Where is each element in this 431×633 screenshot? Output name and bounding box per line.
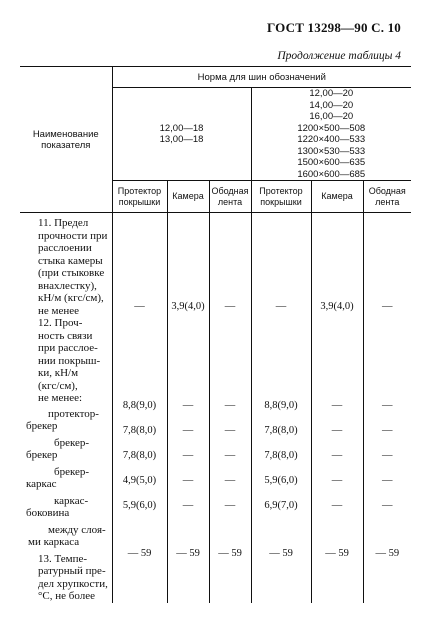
col-header-tread-1: Протектор покрышки [112,181,167,213]
label-line: каркас- [54,494,89,507]
label-line: °С, не более [38,590,95,602]
group1-size-line: 13,00—18 [159,134,204,145]
value-column-tube-2 [311,213,363,603]
value-cell: — [182,500,194,511]
label-line: боковина [26,507,70,519]
name-column-header [20,67,112,213]
group2-size-line: 1600×600—685 [297,168,366,180]
group1-sizes [112,88,251,181]
value-cell: — [382,301,393,312]
value-cell: 5,9(6,0) [264,475,298,486]
value-cell: — 59 [269,548,293,559]
label-line: 11. Предел [38,217,89,229]
label-line: не менее: [38,392,83,404]
row-label-11 [20,213,112,317]
value-cell: — [382,475,393,486]
value-column-tread-2 [251,213,311,603]
value-cell: 3,9(4,0) [320,301,354,312]
page-header-title: ГОСТ 13298—90 С. 10 [267,20,401,35]
value-cell: 7,8(8,0) [122,450,157,461]
value-cell: 5,9(6,0) [122,500,157,511]
group2-size-line: 1220×400—533 [297,134,366,145]
value-cell: — 59 [176,548,200,559]
value-cell: 4,9(5,0) [122,475,157,486]
label-line: (при стыковке [38,267,105,279]
group2-sizes [251,88,411,181]
value-cell: 6,9(7,0) [264,500,298,511]
value-cell: 8,8(9,0) [264,400,298,411]
value-cell: — [224,425,236,436]
value-cell: — [382,425,393,436]
row-label-12c [20,462,112,491]
value-cell: — [182,425,194,436]
value-cell: — 59 [325,548,349,559]
value-cell: — 59 [218,548,242,559]
group1-size-line: 12,00—18 [159,122,204,134]
group2-size-line: 12,00—20 [309,88,354,99]
row-label-12 [20,317,112,405]
value-column-flap-2 [363,213,411,603]
value-cell: — [331,425,343,436]
label-line: ми каркаса [28,536,80,548]
label-line: ность связи [38,329,93,342]
value-cell: — [182,475,194,486]
value-column-flap-1 [209,213,251,603]
value-cell: — [331,500,343,511]
label-line: нии покрыш- [38,354,101,367]
value-cell: — [382,450,393,461]
value-cell: — [331,450,343,461]
col-header-tube-1: Камера [167,181,209,213]
label-line: протектор- [48,407,99,420]
label-line: дел хрупкости, [38,577,108,590]
value-cell: — 59 [127,548,152,559]
value-cell: — [331,400,343,411]
value-cell: — [134,301,145,312]
group2-size-line: 1500×600—635 [297,157,366,168]
label-line: кН/м (кгс/см), [38,292,104,304]
value-column-tube-1 [167,213,209,603]
row-label-12a [20,405,112,433]
value-cell: 7,8(8,0) [122,425,157,436]
value-cell: 7,8(8,0) [264,425,298,436]
col-header-flap-2: Ободная лента [363,181,411,213]
value-cell: — 59 [375,548,400,559]
col-header-flap-1: Ободная лента [209,181,251,213]
value-cell: — [275,301,287,312]
group2-size-line: 1200×500—508 [297,122,366,134]
label-line: не менее [38,304,80,317]
row-label-13 [20,549,112,603]
value-cell: — [224,450,236,461]
value-cell: — [382,400,393,411]
label-line: расслоении [38,242,92,254]
label-line: 12. Проч- [38,317,83,329]
row-label-12e [20,520,112,549]
value-cell: — [182,450,194,461]
table-continuation-caption: Продолжение таблицы 4 [277,50,401,62]
value-cell: — [331,475,343,486]
value-cell: — [224,500,236,511]
col-header-tube-2: Камера [311,181,363,213]
value-cell: — [382,500,393,511]
label-line: брекер- [54,436,90,449]
label-line: прочности при [38,229,108,242]
value-cell: — [224,400,236,411]
value-cell: — [224,475,236,486]
label-line: 13. Темпе- [38,552,88,565]
label-column [20,213,112,603]
label-line: каркас [26,478,57,490]
label-line: (кгс/см), [38,379,78,392]
label-line: брекер [26,449,58,461]
label-line: стыка камеры [38,254,103,267]
norm-header: Норма для шин обозначений [112,67,411,88]
value-cell: 3,9(4,0) [171,301,205,312]
label-line: брекер- [54,465,90,478]
value-cell: — [182,400,194,411]
value-cell: — [224,301,236,312]
value-cell: 7,8(8,0) [264,450,298,461]
value-cell: 8,8(9,0) [122,400,157,411]
name-header-text: Наименование показателя [32,128,99,151]
row-label-12d [20,491,112,520]
value-column-tread-1 [112,213,167,603]
label-line: внахлестку), [38,279,97,292]
label-line: между слоя- [48,523,106,536]
label-line: при расслое- [38,342,98,354]
label-line: брекер [26,420,58,432]
col-header-tread-2: Протектор покрышки [251,181,311,213]
group2-size-line: 16,00—20 [309,111,354,122]
label-line: ратурный пре- [38,565,106,577]
group2-size-line: 14,00—20 [309,99,354,111]
properties-table [20,66,411,603]
row-label-12b [20,433,112,462]
label-line: ки, кН/м [38,367,79,379]
group2-size-line: 1300×530—533 [297,145,366,157]
